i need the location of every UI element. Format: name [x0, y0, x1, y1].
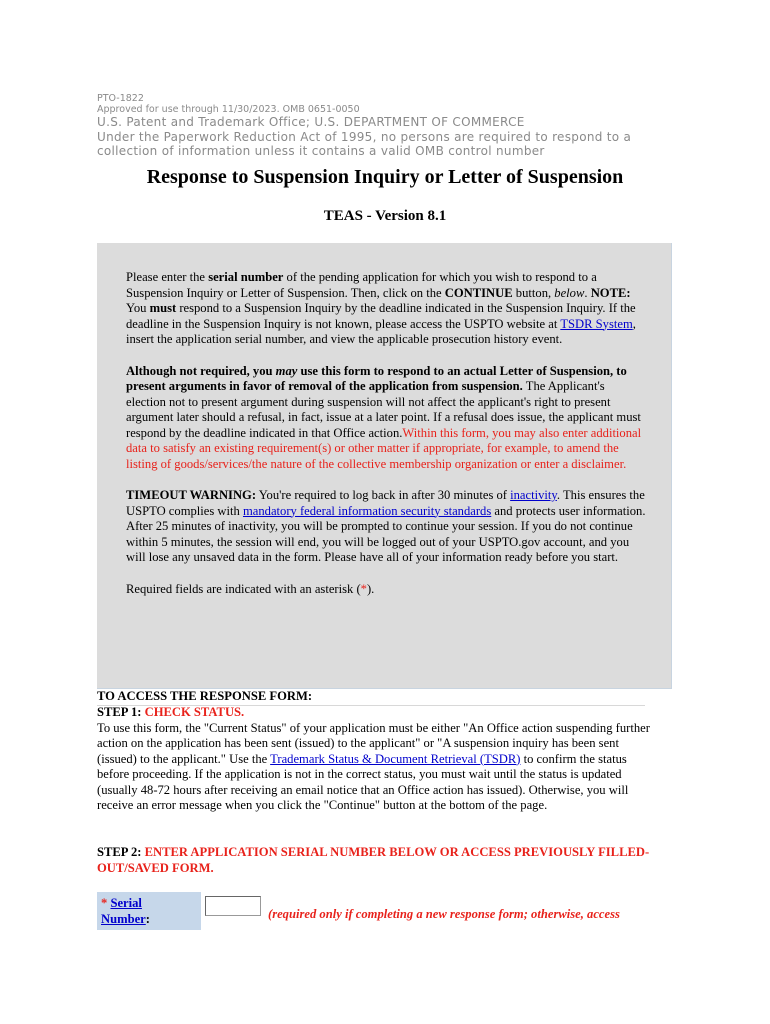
- serial-note: (required only if completing a new response form; otherwise, access: [268, 907, 620, 921]
- tsdr-system-link[interactable]: TSDR System: [560, 316, 633, 331]
- security-standards-link[interactable]: mandatory federal information security standards: [242, 503, 492, 518]
- step-2: STEP 2: ENTER APPLICATION SERIAL NUMBER BELOW OR ACCESS PREVIOUSLY FILLED-OUT/SAVED FORM.: [97, 845, 650, 875]
- inactivity-link[interactable]: inactivity: [510, 488, 557, 502]
- instructions-panel: [97, 243, 672, 689]
- pra-line-2: collection of information unless it contains a valid OMB control number: [97, 144, 545, 158]
- access-heading: TO ACCESS THE RESPONSE FORM:: [97, 689, 645, 706]
- argument-paragraph: Although not required, you may use this form to respond to an actual Letter of Suspension, to present arguments in favor of removal of the application from suspension. The Applicant's election not to present argument during suspension will not affect the applicant's right to present argument later should a refusal, in fact, issue at a later point. If a refusal does issue, the applicant must respond by the deadline indicated in that Office action.Within this form, you may also enter additional data to satisfy an existing requirement(s) or other matter if appropriate, for example, to amend the listing of goods/services/the nature of the collective membership organization or enter a disclaimer.: [126, 363, 642, 471]
- step-1: STEP 1: CHECK STATUS. To use this form, the "Current Status" of your application must be either "An Office action suspending further action on the application has been sent (issued) to the applicant" or "A suspension inquiry has been sent (issued) to the applicant." Use the Trademark Status & Document Retrieval (TSDR) to confirm the status before proceeding. If the application is not in the correct status, you must wait until the status is updated (usually 48-72 hours after receiving an email notice that an Office action has issued). Otherwise, you will receive an error message when you click the "Continue" button at the bottom of the page.: [97, 705, 650, 812]
- serial-number-help-link-2[interactable]: Number: [101, 911, 146, 926]
- serial-number-input[interactable]: [205, 896, 261, 916]
- intro-paragraph: Please enter the serial number of the pending application for which you wish to respond to a Suspension Inquiry or Letter of Suspension. Then, click on the CONTINUE button, below. NOTE: You must respond to a Suspension Inquiry by the deadline indicated in the Suspension Inquiry. If the deadline in the Suspension Inquiry is not known, please access the USPTO website at TSDR System, insert the application serial number, and view the applicable prosecution history event.: [126, 270, 636, 346]
- required-fields-note: Required fields are indicated with an asterisk (*).: [126, 581, 375, 596]
- form-header: [97, 93, 631, 159]
- agency-line: U.S. Patent and Trademark Office; U.S. DEPARTMENT OF COMMERCE: [97, 115, 525, 129]
- form-number: PTO-1822: [97, 93, 144, 104]
- pra-line-1: Under the Paperwork Reduction Act of 1995, no persons are required to respond to a: [97, 129, 632, 144]
- form-version: TEAS - Version 8.1: [323, 208, 447, 224]
- tsdr-link[interactable]: Trademark Status & Document Retrieval (TSDR): [270, 751, 521, 766]
- serial-number-label: * Serial Number:: [97, 892, 201, 930]
- page-title: Response to Suspension Inquiry or Letter of Suspension: [146, 166, 624, 188]
- timeout-warning: TIMEOUT WARNING: You're required to log back in after 30 minutes of inactivity. This ensures the USPTO complies with mandatory federal information security standards and protects user information. After 25 minutes of inactivity, you will be prompted to continue your session. If you do not continue within 5 minutes, the session will end, you will be logged out of your USPTO.gov account, and you will lose any unsaved data in the form. Please have all of your information ready before you start.: [126, 488, 646, 564]
- serial-number-help-link[interactable]: Serial: [110, 896, 142, 910]
- approval-notice: Approved for use through 11/30/2023. OMB 0651-0050: [97, 104, 360, 115]
